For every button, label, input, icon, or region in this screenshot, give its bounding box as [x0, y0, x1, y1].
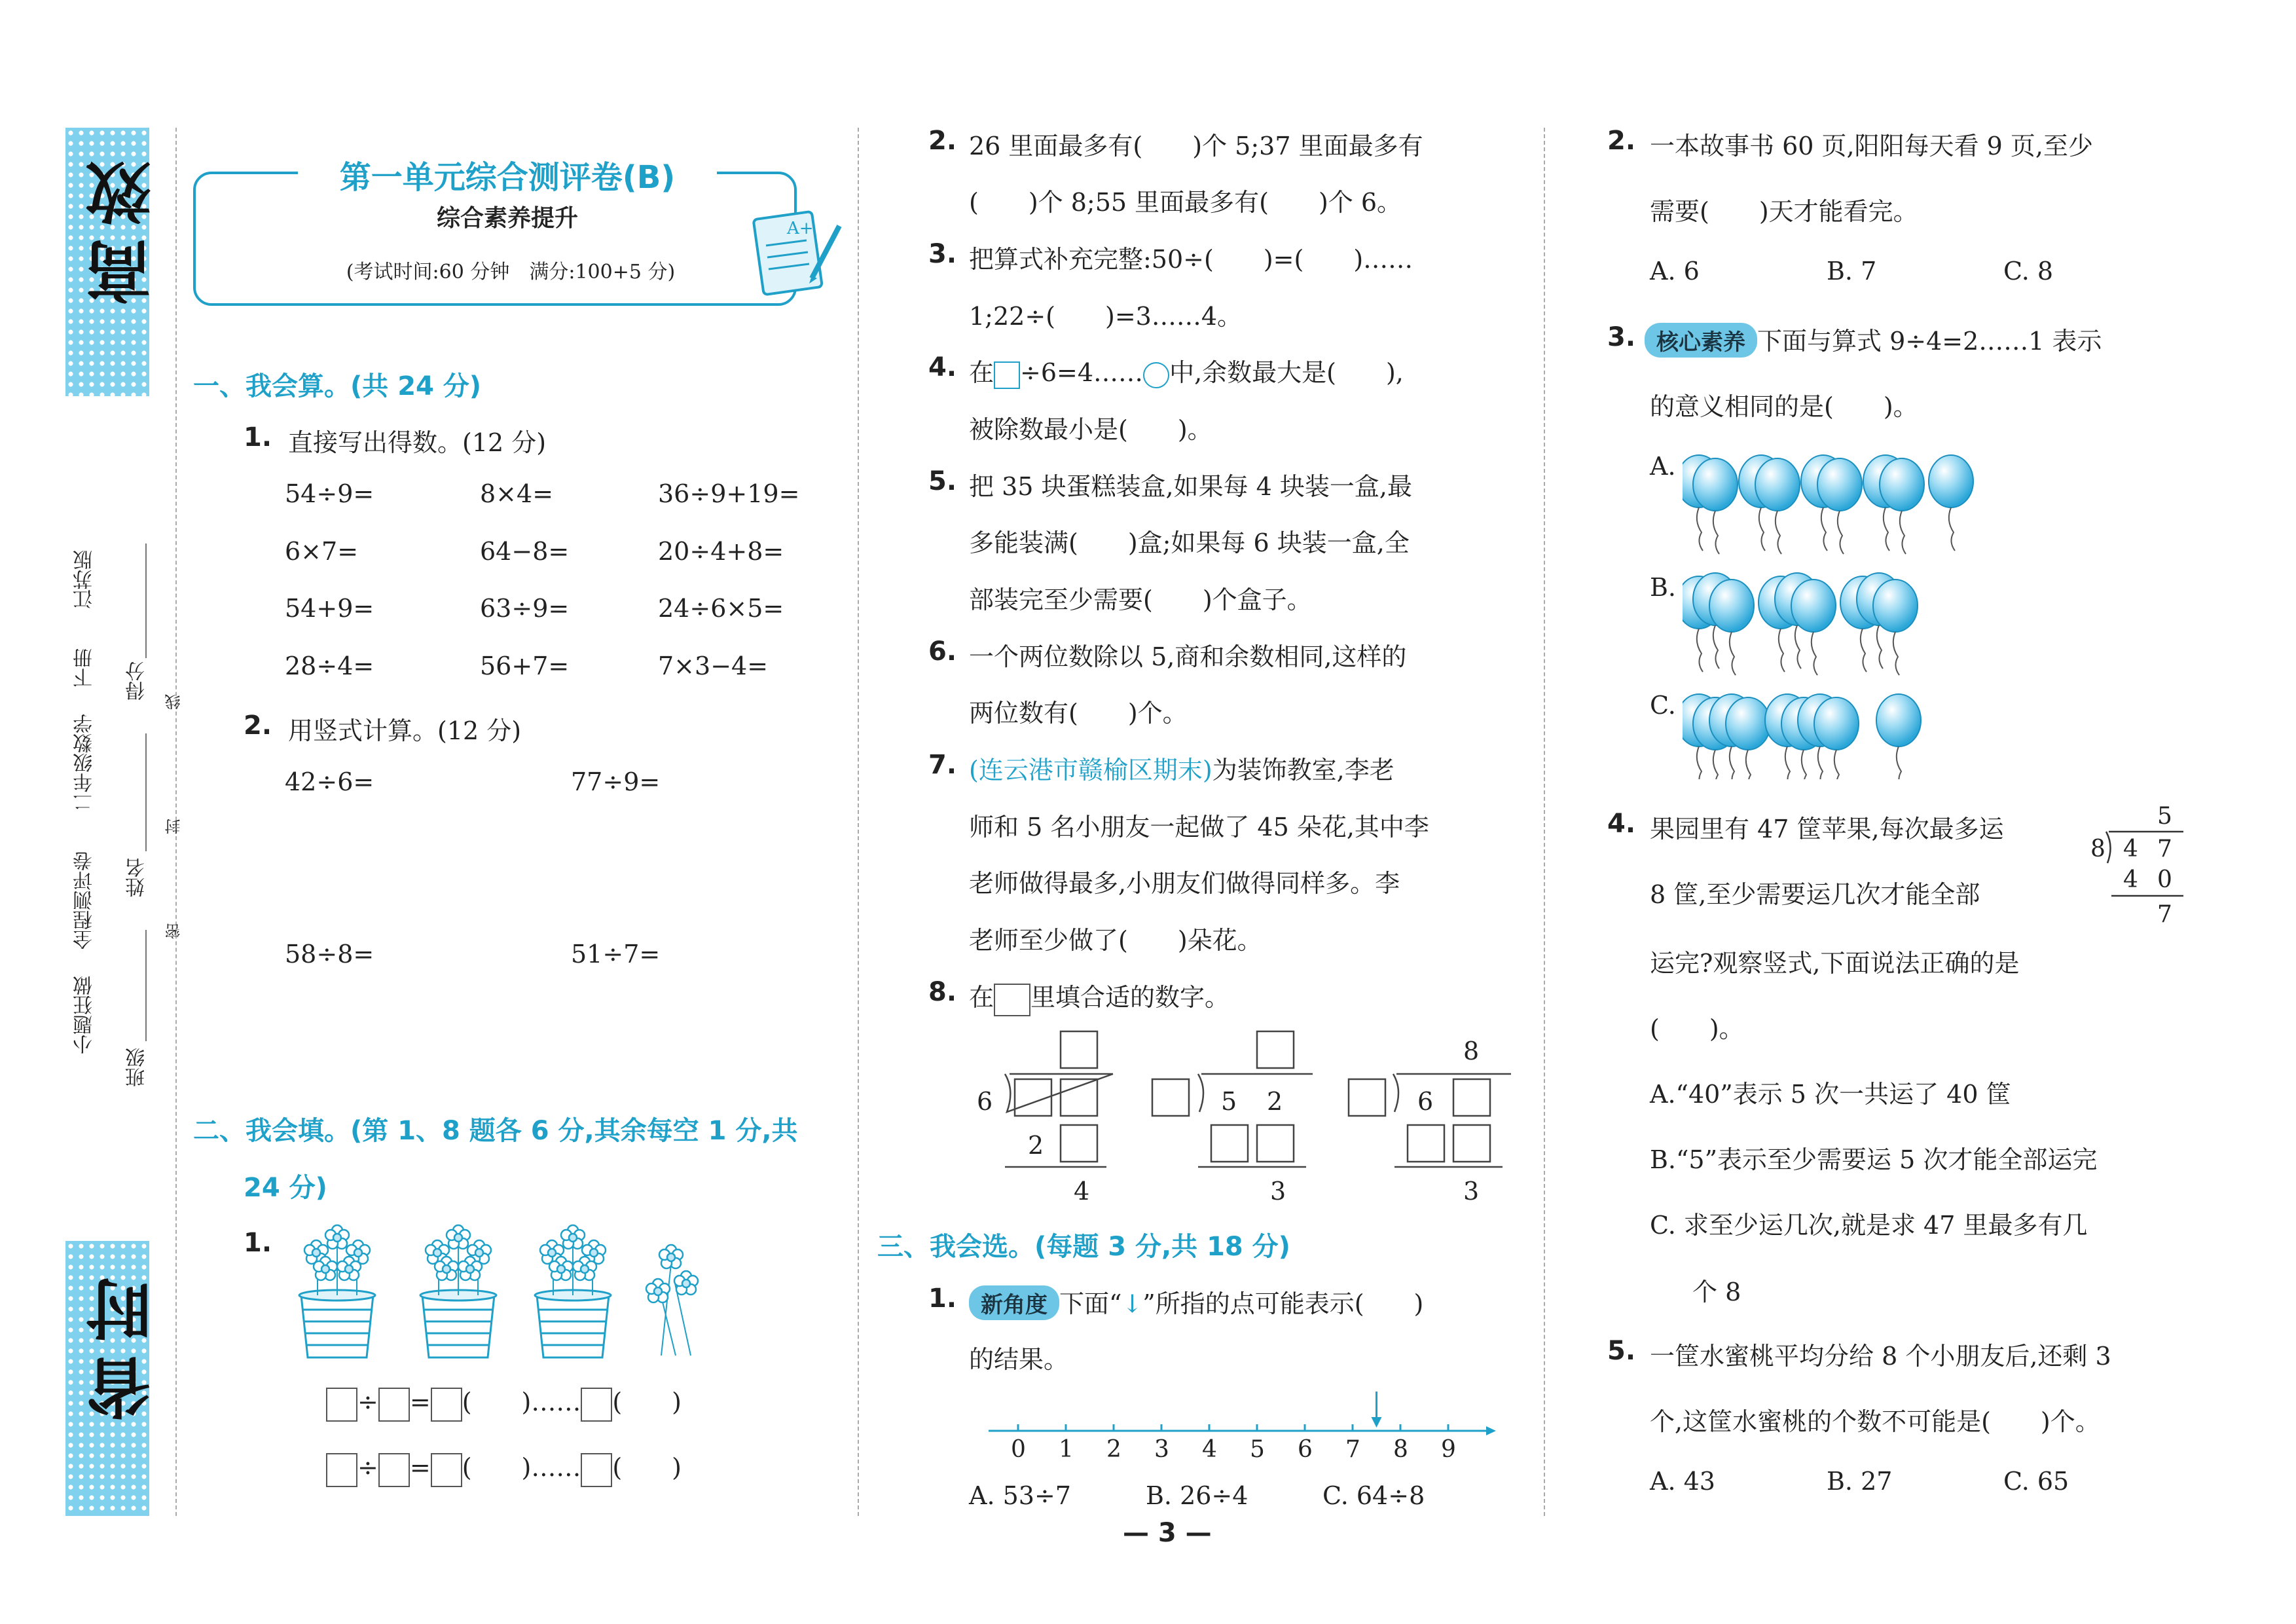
svg-text:8: 8	[2090, 836, 2105, 862]
s3-q5-num: 5.	[1607, 1336, 1636, 1366]
puzzle3-digit1: 6	[1417, 1087, 1434, 1116]
s2-q4-line2: 被除数最小是( )。	[969, 415, 1212, 444]
spine-volume: 下册	[73, 648, 96, 688]
calc-item[interactable]: 8×4=	[480, 479, 554, 508]
balloon-groups[interactable]	[1683, 445, 2049, 779]
strip-bottom-text: 省时	[86, 1264, 162, 1421]
s2-q7-line2: 师和 5 名小朋友一起做了 45 朵花,其中李	[969, 813, 1429, 841]
s1-q2-text: 用竖式计算。(12 分)	[288, 716, 522, 745]
puzzle2-rem: 3	[1270, 1177, 1286, 1206]
column-divider-2	[1544, 128, 1545, 1516]
division-puzzle-1	[1005, 1031, 1113, 1167]
s3-q4-option-c[interactable]: C. 求至少运几次,就是求 47 里最多有几	[1650, 1211, 2088, 1240]
s3-q2-option-c[interactable]: C. 8	[2003, 257, 2054, 286]
cut-mark-1: 线	[165, 694, 183, 710]
strip-top-text: 高效	[86, 147, 162, 304]
section1-title: 一、我会算。(共 24 分)	[193, 371, 482, 401]
s3-q4-option-a[interactable]: A.“40”表示 5 次一共运了 40 筐	[1650, 1080, 2011, 1109]
core-literacy-tag: 核心素养	[1645, 323, 1757, 358]
s2-q1-blank-row-2[interactable]	[326, 1447, 682, 1487]
s3-q1-line1: 新角度 下面“↓”所指的点可能表示( )	[969, 1283, 1423, 1320]
s2-q2-num: 2.	[928, 126, 957, 156]
puzzle1-rem: 4	[1074, 1177, 1090, 1206]
s2-q8-num: 8.	[928, 977, 957, 1007]
puzzle2-digit2: 2	[1267, 1087, 1283, 1116]
header-meta: (考试时间:60 分钟 满分:100+5 分)	[346, 261, 676, 284]
number-line	[982, 1388, 1499, 1460]
name-line[interactable]	[145, 733, 147, 851]
vertical-calc-item[interactable]: 42÷6=	[285, 767, 374, 796]
calc-item[interactable]: 6×7=	[285, 537, 359, 566]
s2-q2-line2: ( )个 8;55 里面最多有( )个 6。	[969, 188, 1402, 217]
section2-title: 二、我会填。(第 1、8 题各 6 分,其余每空 1 分,共	[193, 1116, 798, 1146]
s3-q3-num: 3.	[1607, 322, 1636, 352]
s3-q4-line1: 果园里有 47 筐苹果,每次最多运	[1650, 815, 2004, 843]
s3-q2-option-a[interactable]: A. 6	[1650, 257, 1700, 286]
number-line-label: 9	[1441, 1436, 1456, 1460]
s3-q4-option-b[interactable]: B.“5”表示至少需要运 5 次才能全部运完	[1650, 1145, 2098, 1174]
puzzle1-divisor: 6	[977, 1087, 993, 1116]
puzzle1-sub: 2	[1028, 1131, 1044, 1160]
answer-box[interactable]	[431, 1388, 462, 1422]
number-line-arrow-head	[1372, 1417, 1382, 1428]
s3-q4-option-c-cont: 个 8	[1692, 1278, 1741, 1306]
s3-q3-line1: 核心素养 下面与算式 9÷4=2……1 表示	[1645, 321, 2102, 358]
s3-q5-option-b[interactable]: B. 27	[1827, 1467, 1893, 1496]
question-source: (连云港市赣榆区期末)	[969, 756, 1212, 784]
s3-q1-option-a[interactable]: A. 53÷7	[969, 1481, 1071, 1510]
section2-title-cont: 24 分)	[244, 1173, 327, 1203]
balloon-group-a	[1683, 455, 1973, 554]
s2-q7-line3: 老师做得最多,小朋友们做得同样多。李	[969, 869, 1400, 898]
s3-q2-num: 2.	[1607, 126, 1636, 156]
s3-q2-line2: 需要( )天才能看完。	[1650, 197, 1918, 226]
number-line-label: 6	[1298, 1436, 1313, 1460]
number-line-label: 8	[1393, 1436, 1408, 1460]
s3-q4-num: 4.	[1607, 809, 1636, 839]
s3-q3-option-b-label[interactable]: B.	[1650, 573, 1677, 602]
svg-text:0: 0	[2157, 866, 2172, 893]
s1-q1-num: 1.	[244, 422, 272, 452]
s2-q4-line1: 在 ÷6=4…… 中,余数最大是( ),	[969, 352, 1404, 389]
balloon-group-c	[1683, 694, 1921, 779]
calc-item[interactable]: 28÷4=	[285, 652, 374, 680]
s3-q3-line2: 的意义相同的是( )。	[1650, 392, 1918, 421]
s3-q5-line1: 一筐水蜜桃平均分给 8 个小朋友后,还剩 3	[1650, 1342, 2111, 1371]
s2-q4-num: 4.	[928, 352, 957, 382]
vertical-calc-item[interactable]: 58÷8=	[285, 940, 374, 969]
column-divider-1	[858, 128, 859, 1516]
answer-box[interactable]	[378, 1388, 410, 1422]
spine-grade: 二年级数学	[73, 714, 96, 812]
svg-text:4: 4	[2123, 866, 2138, 893]
div-sign: ÷	[357, 1388, 378, 1416]
spine-series: 小题狂做	[73, 976, 96, 1054]
calc-item[interactable]: 63÷9=	[480, 594, 570, 623]
section3-title: 三、我会选。(每题 3 分,共 18 分)	[877, 1232, 1290, 1262]
s2-q3-num: 3.	[928, 239, 957, 269]
name-label: 姓名	[126, 858, 149, 897]
score-line[interactable]	[145, 544, 147, 658]
s1-q2-num: 2.	[244, 710, 272, 741]
s3-q4-line4: ( )。	[1650, 1014, 1744, 1043]
number-line-label: 5	[1250, 1436, 1265, 1460]
page-number: — 3 —	[1123, 1518, 1212, 1548]
svg-text:5: 5	[2157, 803, 2172, 830]
unit-blank: ( )……	[462, 1388, 581, 1416]
spine-type: 全程测评卷	[73, 851, 96, 950]
header-subtitle: 综合素养提升	[436, 204, 578, 232]
calc-item[interactable]: 54+9=	[285, 594, 374, 623]
s3-q5-option-a[interactable]: A. 43	[1650, 1467, 1715, 1496]
grade-mark: A+	[787, 219, 814, 238]
s2-q7-num: 7.	[928, 750, 957, 780]
s2-q5-line3: 部装完至少需要( )个盒子。	[969, 585, 1312, 614]
svg-text:7: 7	[2157, 901, 2172, 928]
calc-item[interactable]: 20÷4+8=	[658, 537, 784, 566]
s3-q4-line3: 运完?观察竖式,下面说法正确的是	[1650, 949, 2020, 978]
class-line[interactable]	[145, 930, 147, 1041]
flower-pots-picture	[275, 1218, 733, 1362]
svg-text:4: 4	[2123, 836, 2138, 862]
answer-box[interactable]	[431, 1453, 462, 1487]
number-line-label: 7	[1345, 1436, 1360, 1460]
svg-text:7: 7	[2157, 836, 2172, 862]
unit-blank: ( )	[612, 1453, 682, 1482]
s2-q5-num: 5.	[928, 466, 957, 496]
apple-division-diagram	[2085, 799, 2190, 936]
eq-sign: =	[409, 1388, 431, 1416]
dividend-box[interactable]	[994, 361, 1020, 389]
s2-q8-line1: 在 里填合适的数字。	[969, 977, 1230, 1016]
unit-blank: ( )	[612, 1388, 682, 1416]
calc-item[interactable]: 56+7=	[480, 652, 570, 680]
vertical-calc-item[interactable]: 77÷9=	[571, 767, 661, 796]
cut-mark-2: 封	[165, 819, 183, 834]
s1-q1-text: 直接写出得数。(12 分)	[288, 428, 547, 457]
s3-q5-line2: 个,这筐水蜜桃的个数不可能是( )个。	[1650, 1407, 2100, 1436]
s2-q1-num: 1.	[244, 1228, 272, 1258]
calc-item[interactable]: 7×3−4=	[658, 652, 769, 680]
eq-sign: =	[409, 1453, 431, 1482]
unit-blank: ( )……	[462, 1453, 581, 1482]
number-line-label: 0	[1011, 1436, 1026, 1460]
s2-q7-line4: 老师至少做了( )朵花。	[969, 926, 1262, 955]
exam-paper-icon	[746, 206, 851, 301]
number-line-label: 4	[1202, 1436, 1217, 1460]
down-arrow-icon: ↓	[1121, 1289, 1143, 1318]
answer-box[interactable]	[378, 1453, 410, 1487]
score-label: 得分	[126, 661, 149, 701]
s3-q4-line2: 8 筐,至少需要运几次才能全部	[1650, 880, 1980, 909]
new-angle-tag: 新角度	[969, 1285, 1059, 1320]
s3-q5-option-c[interactable]: C. 65	[2003, 1467, 2069, 1496]
s2-q3-line1: 把算式补充完整:50÷( )=( )……	[969, 245, 1413, 274]
header-title: 第一单元综合测评卷(B)	[339, 159, 676, 196]
number-line-label: 2	[1106, 1436, 1121, 1460]
s2-q5-line1: 把 35 块蛋糕装盒,如果每 4 块装一盒,最	[969, 472, 1413, 501]
calc-item[interactable]: 64−8=	[480, 537, 570, 566]
s2-q5-line2: 多能装满( )盒;如果每 6 块装一盒,全	[969, 528, 1410, 557]
s3-q3-option-a-label[interactable]: A.	[1650, 452, 1676, 481]
s2-q6-num: 6.	[928, 637, 957, 667]
answer-box[interactable]	[581, 1453, 612, 1487]
cut-mark-3: 密	[165, 923, 183, 939]
s3-q2-line1: 一本故事书 60 页,阳阳每天看 9 页,至少	[1650, 132, 2094, 160]
class-label: 班级	[126, 1048, 149, 1087]
calc-item[interactable]: 54÷9=	[285, 479, 374, 508]
s2-q7-line1: (连云港市赣榆区期末)为装饰教室,李老	[969, 756, 1394, 784]
spine-edition: 江苏版	[73, 550, 96, 609]
s2-q6-line2: 两位数有( )个。	[969, 699, 1188, 728]
s2-q1-blank-row-1[interactable]	[326, 1382, 682, 1422]
answer-box[interactable]	[581, 1388, 612, 1422]
s3-q1-line2: 的结果。	[969, 1345, 1069, 1374]
division-puzzles[interactable]	[969, 1028, 1519, 1211]
balloon-group-b	[1683, 573, 1918, 675]
calc-item[interactable]: 36÷9+19=	[658, 479, 800, 508]
puzzle3-rem: 3	[1463, 1177, 1480, 1206]
calc-item[interactable]: 24÷6×5=	[658, 594, 784, 623]
s2-q3-line2: 1;22÷( )=3……4。	[969, 302, 1243, 331]
sample-box	[994, 984, 1030, 1016]
number-line-label: 1	[1059, 1436, 1074, 1460]
vertical-calc-item[interactable]: 51÷7=	[571, 940, 661, 969]
s2-q6-line1: 一个两位数除以 5,商和余数相同,这样的	[969, 642, 1407, 671]
answer-box[interactable]	[326, 1388, 357, 1422]
s3-q3-option-c-label[interactable]: C.	[1650, 691, 1676, 720]
s3-q1-option-b[interactable]: B. 26÷4	[1146, 1481, 1248, 1510]
s3-q1-option-c[interactable]: C. 64÷8	[1322, 1481, 1425, 1510]
puzzle2-digit1: 5	[1221, 1087, 1237, 1116]
s2-q2-line1: 26 里面最多有( )个 5;37 里面最多有	[969, 132, 1423, 160]
number-line-label: 3	[1154, 1436, 1169, 1460]
div-sign: ÷	[357, 1453, 378, 1482]
answer-box[interactable]	[326, 1453, 357, 1487]
puzzle3-quotient: 8	[1463, 1037, 1480, 1065]
remainder-circle-icon[interactable]	[1143, 362, 1169, 388]
s3-q2-option-b[interactable]: B. 7	[1827, 257, 1877, 286]
s3-q1-num: 1.	[928, 1283, 957, 1314]
